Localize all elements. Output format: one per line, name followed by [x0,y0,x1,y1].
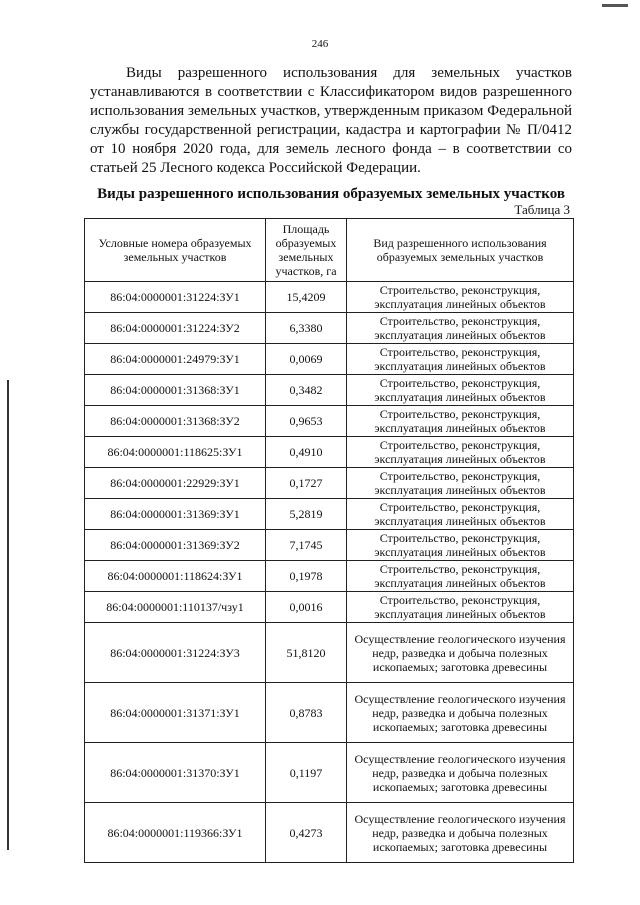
scan-artifact-mark [602,4,628,7]
cell-area: 7,1745 [266,530,347,561]
cell-use-type: Осуществление геологического изучения недр, разведка и добыча полезных ископаемых; заготовка древесины [347,623,574,683]
table-row [85,282,574,313]
intro-paragraph: Виды разрешенного использования для земельных участков устанавливаются в соответствии с Классификатором видов разрешенного использования земельных участков, утвержденным приказом Федеральной службы государственной регистрации, кадастра и картографии № П/0412 от 10 ноября 2020 года, для земель лесного фонда – в соответствии со статьей 25 Лесного кодекса Российской Федерации. [90,65,572,176]
cell-area: 15,4209 [266,282,347,313]
table-row [85,592,574,623]
page-number: 246 [311,38,329,50]
cell-area: 0,1197 [266,743,347,803]
cell-use-type: Строительство, реконструкция, эксплуатация линейных объектов [347,344,574,375]
cell-use-type: Строительство, реконструкция, эксплуатация линейных объектов [347,468,574,499]
cell-use-type: Строительство, реконструкция, эксплуатация линейных объектов [347,530,574,561]
cell-area: 0,0069 [266,344,347,375]
cell-plot-id: 86:04:0000001:31224:ЗУ3 [85,623,266,683]
table-row [85,406,574,437]
table-row [85,530,574,561]
table-row [85,468,574,499]
table-label: Таблица 3 [514,202,570,217]
cell-use-type: Строительство, реконструкция, эксплуатация линейных объектов [347,375,574,406]
cell-area: 51,8120 [266,623,347,683]
cell-use-type: Осуществление геологического изучения недр, разведка и добыча полезных ископаемых; заготовка древесины [347,743,574,803]
cell-area: 6,3380 [266,313,347,344]
cell-plot-id: 86:04:0000001:31369:ЗУ2 [85,530,266,561]
cell-plot-id: 86:04:0000001:31371:ЗУ1 [85,683,266,743]
cell-plot-id: 86:04:0000001:24979:ЗУ1 [85,344,266,375]
cell-use-type: Строительство, реконструкция, эксплуатация линейных объектов [347,561,574,592]
cell-plot-id: 86:04:0000001:31368:ЗУ2 [85,406,266,437]
cell-use-type: Осуществление геологического изучения недр, разведка и добыча полезных ископаемых; заготовка древесины [347,683,574,743]
cell-plot-id: 86:04:0000001:22929:ЗУ1 [85,468,266,499]
table-row [85,683,574,743]
cell-area: 0,4910 [266,437,347,468]
cell-area: 0,8783 [266,683,347,743]
table-row [85,344,574,375]
cell-use-type: Строительство, реконструкция, эксплуатация линейных объектов [347,406,574,437]
cell-area: 0,3482 [266,375,347,406]
cell-use-type: Строительство, реконструкция, эксплуатация линейных объектов [347,592,574,623]
cell-plot-id: 86:04:0000001:31369:ЗУ1 [85,499,266,530]
table-row [85,313,574,344]
cell-use-type: Строительство, реконструкция, эксплуатация линейных объектов [347,282,574,313]
header-area: Площадь образуемых земельных участков, га [266,219,347,282]
cell-area: 0,9653 [266,406,347,437]
table-row [85,499,574,530]
cell-use-type: Строительство, реконструкция, эксплуатация линейных объектов [347,499,574,530]
cell-plot-id: 86:04:0000001:31224:ЗУ1 [85,282,266,313]
table-row [85,743,574,803]
cell-area: 0,0016 [266,592,347,623]
cell-plot-id: 86:04:0000001:119366:ЗУ1 [85,803,266,863]
cell-plot-id: 86:04:0000001:110137/чзу1 [85,592,266,623]
cell-use-type: Строительство, реконструкция, эксплуатация линейных объектов [347,437,574,468]
cell-area: 0,1727 [266,468,347,499]
header-use-type: Вид разрешенного использования образуемых земельных участков [347,219,574,282]
cell-plot-id: 86:04:0000001:31368:ЗУ1 [85,375,266,406]
header-plot-id: Условные номера образуемых земельных участков [85,219,266,282]
land-use-table [84,218,574,863]
table-row [85,561,574,592]
cell-plot-id: 86:04:0000001:118625:ЗУ1 [85,437,266,468]
table-header-row [85,219,574,282]
table-row [85,437,574,468]
table-row [85,623,574,683]
cell-area: 0,1978 [266,561,347,592]
cell-plot-id: 86:04:0000001:118624:ЗУ1 [85,561,266,592]
table-title: Виды разрешенного использования образуемых земельных участков [97,186,565,202]
cell-plot-id: 86:04:0000001:31370:ЗУ1 [85,743,266,803]
cell-plot-id: 86:04:0000001:31224:ЗУ2 [85,313,266,344]
table-row [85,803,574,863]
cell-use-type: Строительство, реконструкция, эксплуатация линейных объектов [347,313,574,344]
cell-use-type: Осуществление геологического изучения недр, разведка и добыча полезных ископаемых; заготовка древесины [347,803,574,863]
table-row [85,375,574,406]
cell-area: 0,4273 [266,803,347,863]
cell-area: 5,2819 [266,499,347,530]
scan-edge-line [7,380,9,850]
